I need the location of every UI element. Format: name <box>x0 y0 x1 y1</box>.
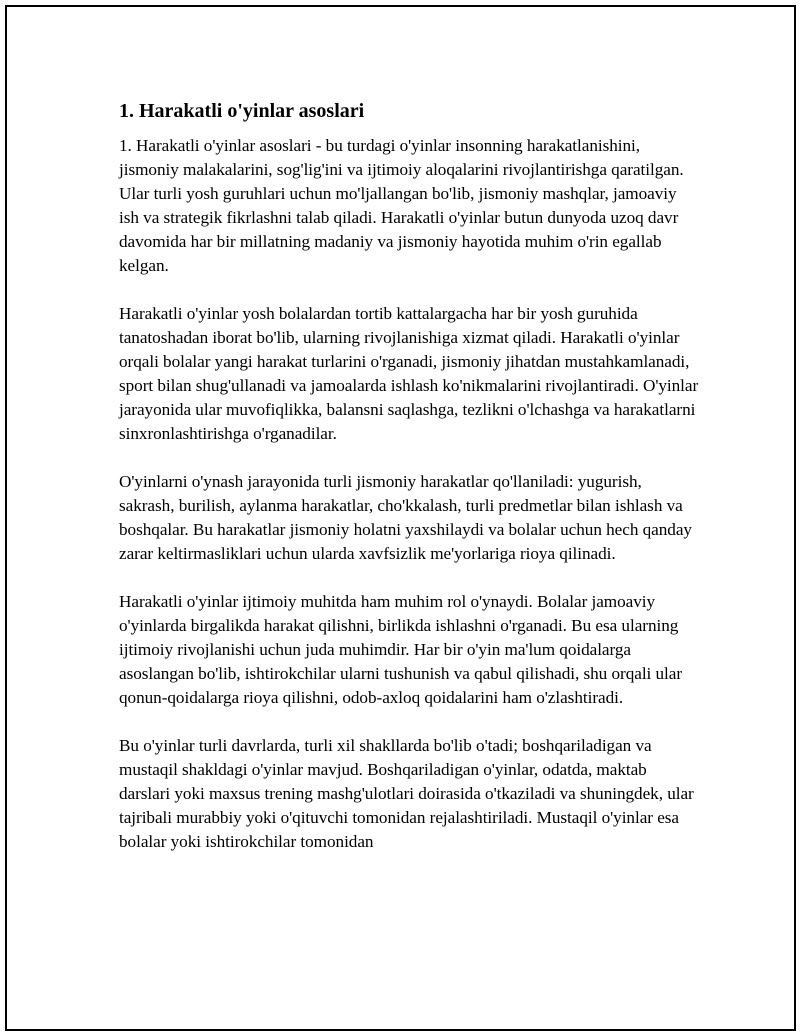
document-body <box>119 99 699 878</box>
paragraph-2: Harakatli o'yinlar yosh bolalardan tortib kattalargacha har bir yosh guruhida tanatoshadan iborat bo'lib, ularning rivojlanishiga xizmat qiladi. Harakatli o'yinlar orqali bolalar yangi harakat turlarini o'rganadi, jismoniy jihatdan mustahkamlanadi, sport bilan shug'ullanadi va jamoalarda ishlash ko'nikmalarini rivojlantiradi. O'yinlar jarayonida ular muvofiqlikka, balansni saqlashga, tezlikni o'lchashga va harakatlarni sinxronlashtirishga o'rganadilar. <box>119 304 699 443</box>
paragraph-1: 1. Harakatli o'yinlar asoslari - bu turdagi o'yinlar insonning harakatlanishini, jismoniy malakalarini, sog'lig'ini va ijtimoiy aloqalarini rivojlantirishga qaratilgan. Ular turli yosh guruhlari uchun mo'ljallangan bo'lib, jismoniy mashqlar, jamoaviy ish va strategik fikrlashni talab qiladi. Harakatli o'yinlar butun dunyoda uzoq davr davomida har bir millatning madaniy va jismoniy hayotida muhim o'rin egallab kelgan. <box>119 136 684 275</box>
paragraph-4: Harakatli o'yinlar ijtimoiy muhitda ham muhim rol o'ynaydi. Bolalar jamoaviy o'yinlarda birgalikda harakat qilishni, birlikda ishlashni o'rganadi. Bu esa ularning ijtimoiy rivojlanishi uchun juda muhimdir. Har bir o'yin ma'lum qoidalarga asoslangan bo'lib, ishtirokchilar ularni tushunish va qabul qilishadi, shu orqali ular qonun-qoidalarga rioya qilishni, odob-axloq qoidalarini ham o'zlashtiradi. <box>119 592 683 707</box>
section-heading: 1. Harakatli o'yinlar asoslari <box>119 100 365 122</box>
document-page <box>5 5 796 1031</box>
paragraph-5: Bu o'yinlar turli davrlarda, turli xil shakllarda bo'lib o'tadi; boshqariladigan va mustaqil shakldagi o'yinlar mavjud. Boshqariladigan o'yinlar, odatda, maktab darslari yoki maxsus trening mashg'ulotlari doirasida o'tkaziladi va shuningdek, ular tajribali murabbiy yoki o'qituvchi tomonidan rejalashtiriladi. Mustaqil o'yinlar esa bolalar yoki ishtirokchilar tomonidan <box>119 736 694 851</box>
paragraph-3: O'yinlarni o'ynash jarayonida turli jismoniy harakatlar qo'llaniladi: yugurish, sakrash, burilish, aylanma harakatlar, cho'kkalash, turli predmetlar bilan ishlash va boshqalar. Bu harakatlar jismoniy holatni yaxshilaydi va bolalar uchun hech qanday zarar keltirmasliklari uchun ularda xavfsizlik me'yorlariga rioya qilinadi. <box>119 472 692 563</box>
